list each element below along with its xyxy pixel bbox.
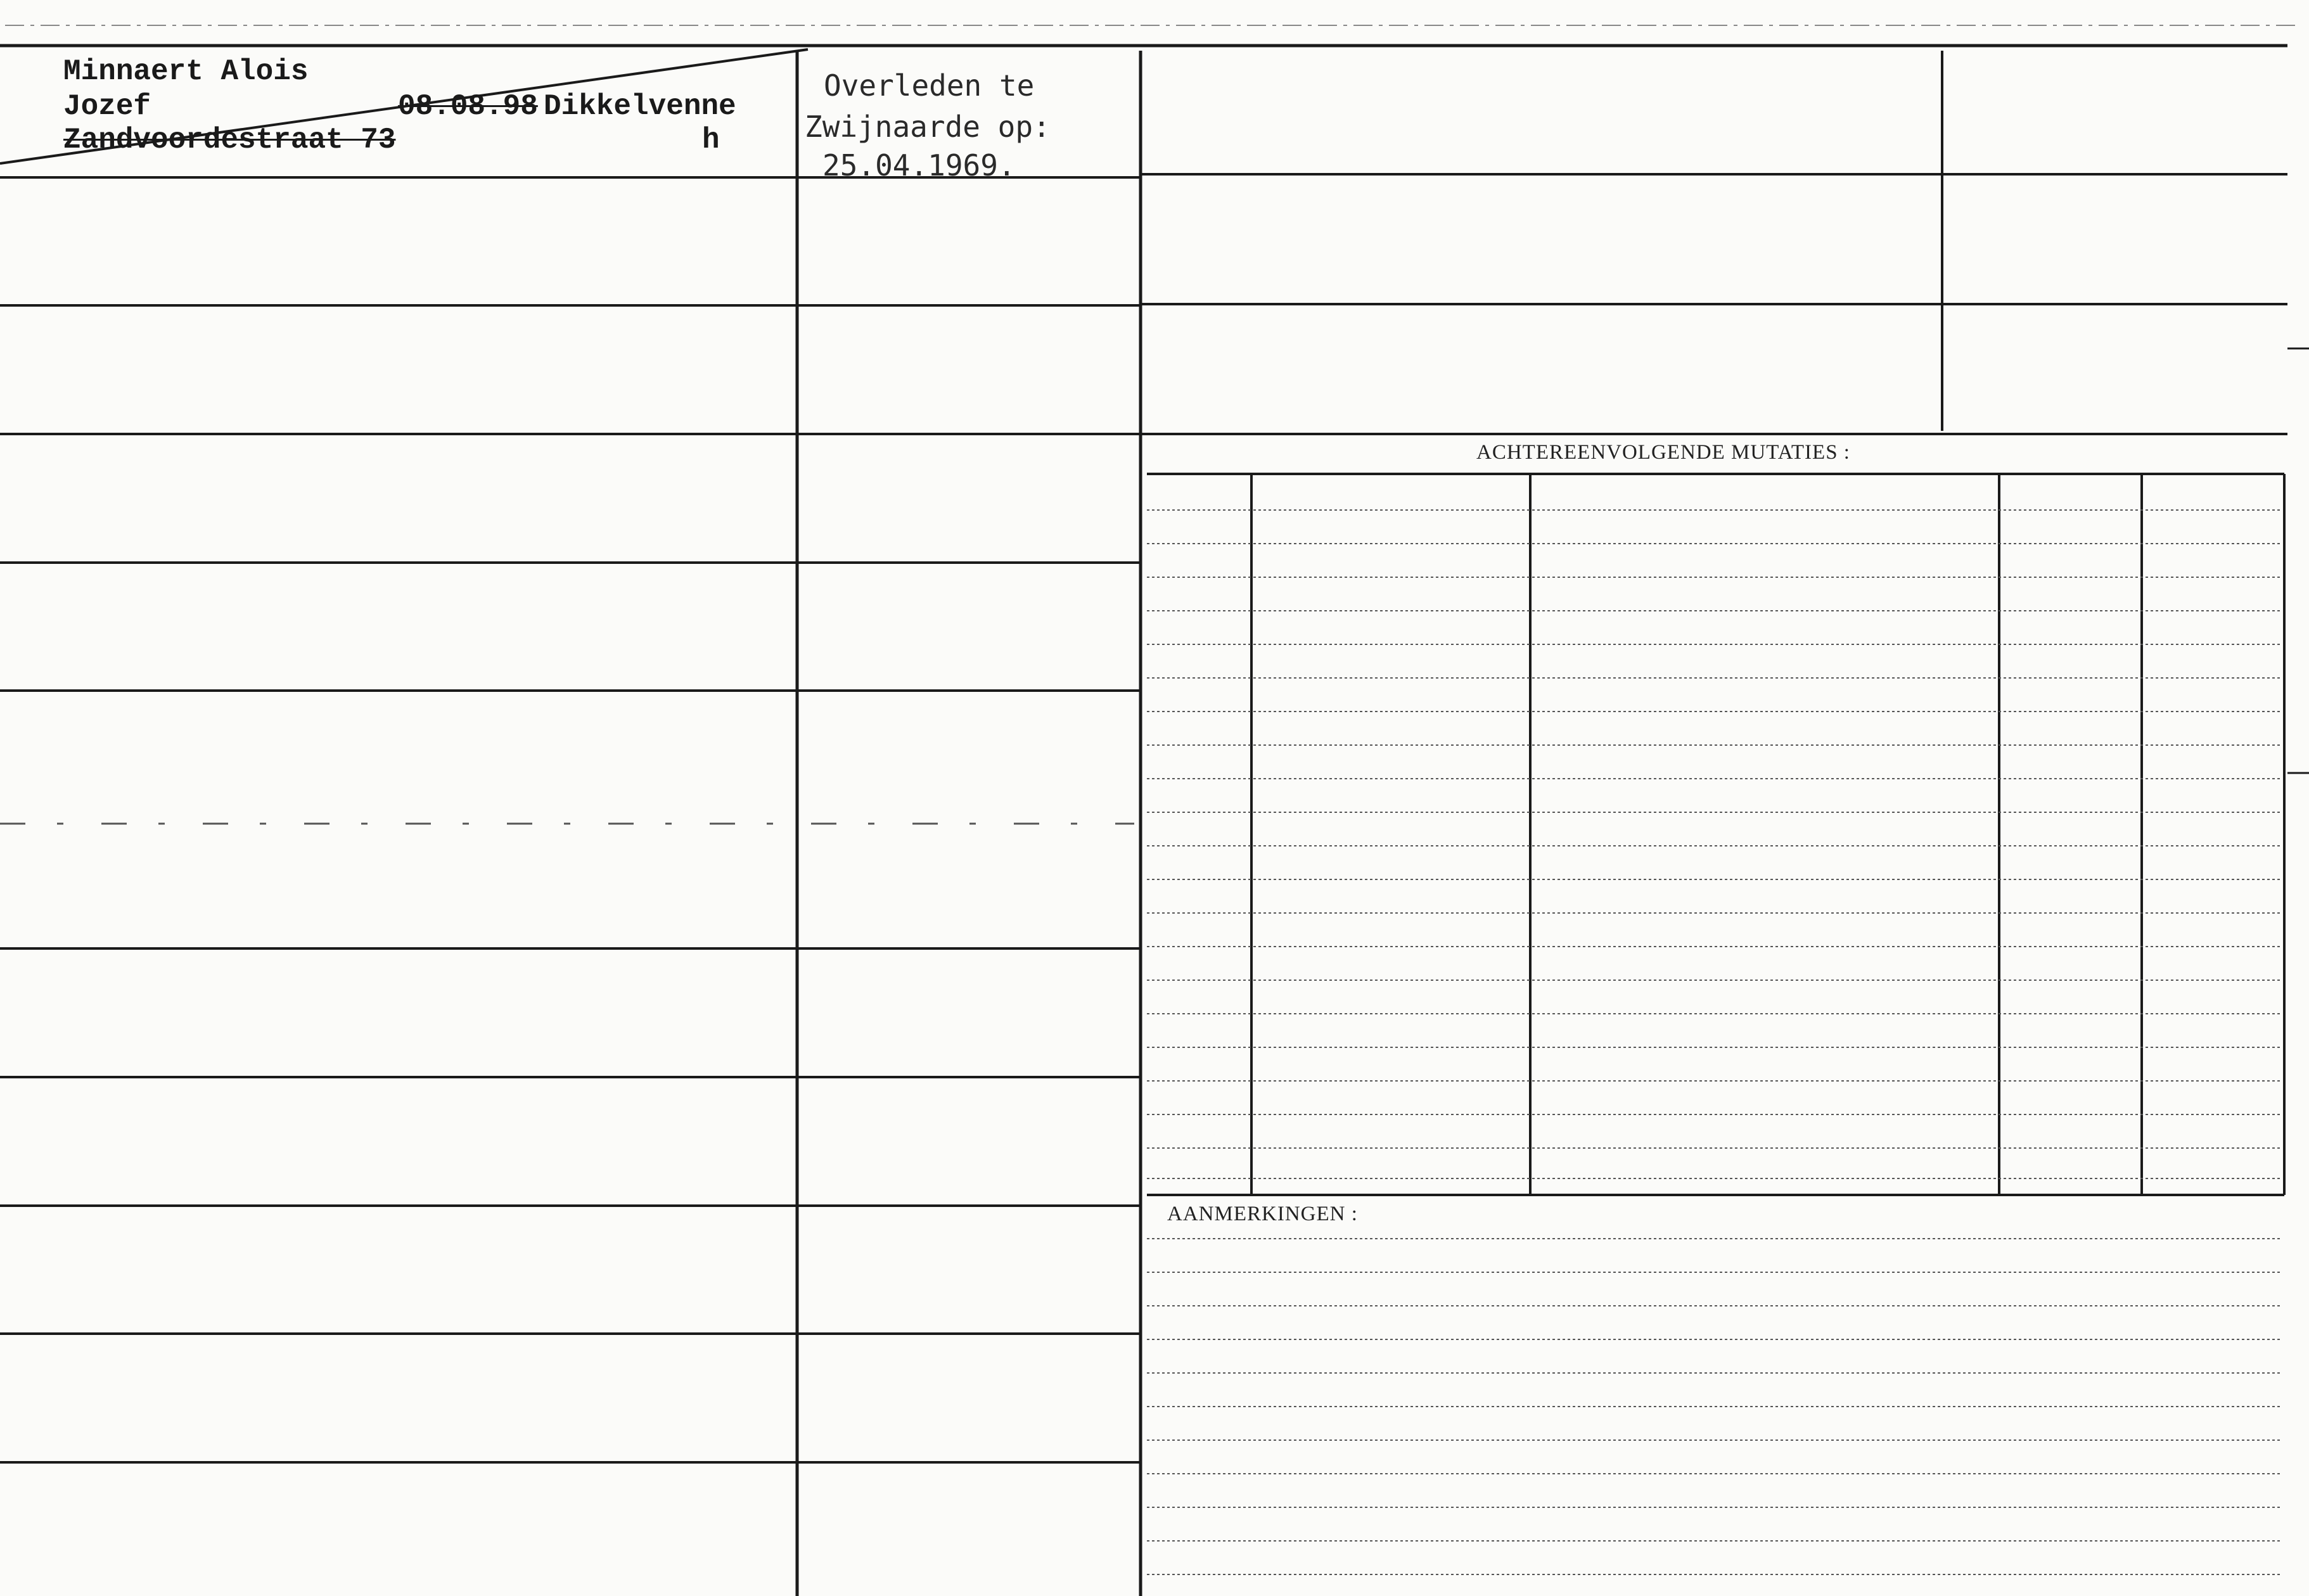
- mutations-heading: ACHTEREENVOLGENDE MUTATIES :: [1476, 441, 1850, 464]
- remarks-heading: AANMERKINGEN :: [1167, 1203, 1358, 1225]
- death-note-line2: Zwijnaarde op:: [805, 110, 1051, 144]
- death-note-date: 25.04.1969.: [822, 148, 1016, 182]
- marker-letter: h: [702, 124, 720, 156]
- person-given-name: Jozef: [63, 90, 151, 123]
- mutations-table-frame: [1147, 474, 2284, 1195]
- right-top-rules: [1141, 174, 2287, 434]
- mutation-dotted-rows: [1147, 510, 2281, 1178]
- birth-date: 08.08.98: [398, 90, 538, 123]
- birth-place: Dikkelvenne: [544, 90, 736, 123]
- left-row-rules: [0, 177, 1141, 1462]
- death-note-line1: Overleden te: [824, 68, 1035, 103]
- address: Zandvoordestraat 73: [63, 124, 396, 156]
- remarks-dotted-rows: [1147, 1239, 2281, 1574]
- person-name: Minnaert Alois: [63, 55, 309, 88]
